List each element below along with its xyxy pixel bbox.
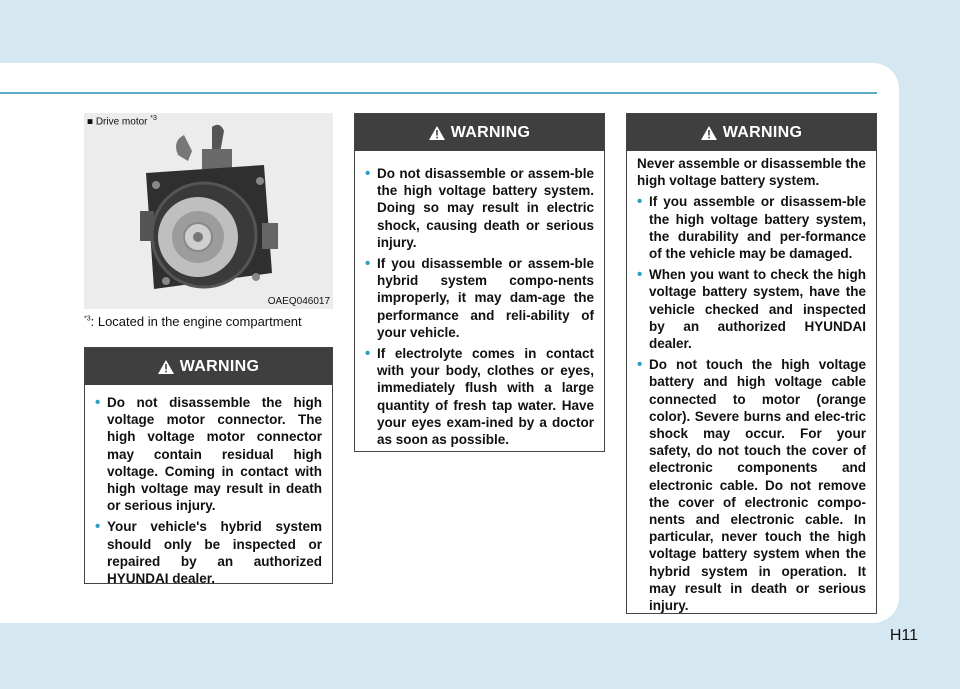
- drive-motor-figure: [84, 113, 333, 309]
- warning-item: • If you disassemble or assem-ble hybrid system compo-nents improperly, it may dam-age the performance and reli-ability of your vehicle.: [365, 255, 594, 341]
- warning-item: • When you want to check the high voltage battery system, have the vehicle checked and inspected by an authorized HYUNDAI dealer.: [637, 266, 866, 352]
- warning-item: • Do not disassemble the high voltage motor connector. The high voltage motor connector may contain residual high voltage. Coming in contact with high voltage may result in death or serious injury.: [95, 394, 322, 514]
- warning-box-high-voltage-system: [626, 113, 877, 614]
- drive-motor-illustration: [84, 113, 333, 309]
- warning-box-motor-connector: [84, 347, 333, 587]
- header-rule: [0, 92, 877, 94]
- warning-item: • Do not touch the high voltage battery and high voltage cable connected to motor (orange color). Severe burns and elec-tric shock may occur. For your safety, do not touch the cover of electronic components and electronic cable. Do not remove the cover of electronic compo-nents and electronic cable. In particular, never touch the high voltage battery system when the hybrid system in operation. It may result in death or serious injury.: [637, 356, 866, 614]
- warning-box-battery-disassembly: [354, 113, 605, 452]
- warning-item: • Do not disassemble or assem-ble the high voltage battery system. Doing so may result in electric shock, causing death or serious injury.: [365, 165, 594, 251]
- warning-heading: WARNING: [627, 114, 876, 151]
- figure-code: OAEQ046017: [267, 296, 330, 307]
- warning-heading: WARNING: [85, 348, 332, 385]
- page-number: H11: [889, 627, 918, 644]
- warning-triangle-icon: [429, 126, 445, 140]
- warning-triangle-icon: [158, 360, 174, 374]
- figure-footnote: $^{*3}$: Located in the engine compartment: [84, 314, 302, 329]
- figure-caption: ■ Drive motor $^{*3}$: [87, 115, 157, 128]
- warning-intro: Never assemble or disassemble the high voltage battery system.: [637, 156, 866, 189]
- warning-item: • Your vehicle's hybrid system should only be inspected or repaired by an authorized HYUNDAI dealer.: [95, 518, 322, 587]
- warning-item: • If electrolyte comes in contact with your body, clothes or eyes, immediately flush with a large quantity of fresh tap water. Have your eyes exam-ined by a doctor as soon as possible.: [365, 345, 594, 448]
- warning-item: • If you assemble or disassem-ble the high voltage battery system, the durability and per-formance of the vehicle may be damaged.: [637, 193, 866, 262]
- warning-heading: WARNING: [355, 114, 604, 151]
- warning-triangle-icon: [701, 126, 717, 140]
